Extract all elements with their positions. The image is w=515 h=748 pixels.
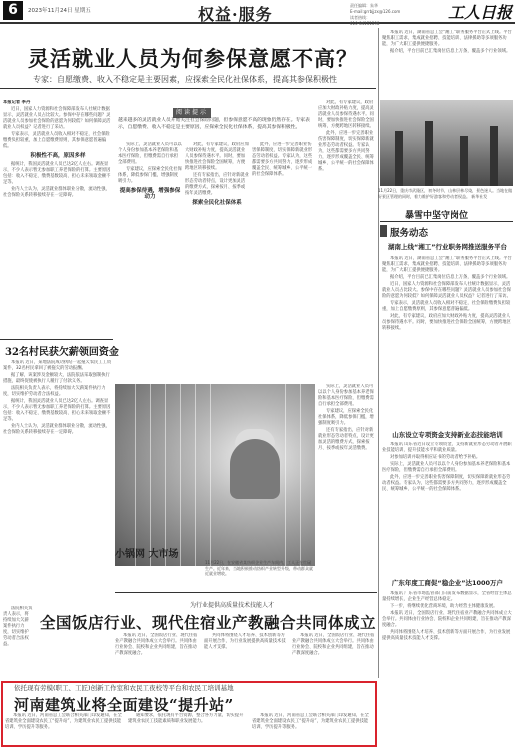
service-item-2-body: 本报讯 山东省近日设立专项资金，支持新就业形态劳动者开展职业技能培训，提升技能水平和就业质量。 对参加培训并取得相应证书的劳动者给予补贴。 实际上，灵活就业人员可以以个人身份参加基本养老保险和基本医疗保险，但缴费需自行承担全部费用。 此外，应进一步完善职业伤害保障制度，切实保障新就业形态劳动者权益。专家认为，这些都需要多方共同努力，逐步形成覆盖全民、统筹城乡、公平统一的社会保障体系。 [382,442,512,492]
issue-date: 2023年11月24日 星期五 [28,8,91,14]
middle-right-column: 实际上，灵活就业人员可以以个人身份参加基本养老保险和基本医疗保险，但缴费需自行承担全部费用。 专家建议，应探索全民化社保体系，降低参保门槛，增强制度吸引力。 还有专家指出，应针对新就业形态劳动者特点，设计更加灵活的缴费方式，探索按月、按季或按年灵活缴费。 [318,384,374,451]
hotel-kicker: 为行业提供高质量技术技能人才 [190,602,275,609]
masthead-logo: 工人日报 [448,3,513,22]
lead-headline: 灵活就业人员为何参保意愿不高？ [28,47,358,71]
page-header [0,0,515,24]
page-number: 6 [3,1,23,20]
snow-photo-title: 暴雪中坚守岗位 [405,211,469,221]
henan-body-3: 本报讯 近日，河南省总工会联合相关部门印发通知，在全省建筑业全面建设农民工“提升站”，为建筑业农民工提供技能培训、学历提升等服务。 [252,713,369,730]
henan-kicker: 依托现有劳模(职工、工匠)创新工作室和农民工夜校等平台和农民工培训基地 [14,684,234,692]
divider [0,339,113,340]
lead-column-5: 对此，有专家建议，政府应加大财政补贴力度，提高灵活就业人员参保待遇水平。同时，要加快推进社会保险全国统筹，方便跨地区转移接续。 此外，应进一步完善职业伤害保障制度，切实保障新就业形态劳动者权益。专家认为，这些都需要多方共同努力，逐步形成覆盖全民、统筹城乡、公平统一的社会保障体系。 [318,100,374,172]
service-section-title: 服务动态 [390,228,429,239]
reading-tip-text: 越来越多的灵活就业人员开始关注社会保险问题，但参保意愿不高的现象仍然存在。专家表示，自愿缴费、收入不稳定是主要原因，应探索全民化社保体系，提高其参保积极性。 [118,118,310,130]
hotel-body-1: 本报讯 近日，全国饭店行业、现代住宿业产教融合共同体成立大会举行。共同体由行业协会、院校和企业共同组建，旨在推动产教深度融合。 [115,633,198,656]
reading-tip-tag: 阅读提示 [173,108,211,118]
service-item-3-body: 本报讯 广东省市场监管部门日前发布数据显示，全省经营主体总量持续增长，企业生产经营总体稳定。 下一步，将继续优化营商环境，助力经营主体健康发展。 本报讯 近日，全国饭店行业、现代住宿业产教融合共同体成立大会举行。共同体由行业协会、院校和企业共同组建，旨在推动产教深度融合。 共同体将围绕人才培养、技术创新等方面开展合作，为行业发展提供高质量技术技能人才支撑。 [382,591,512,641]
service-item-3-title: 广东年度工商促“稳企业”达1000万户 [391,579,504,587]
divider [380,221,513,222]
lead-column-1: 本报记者 李丹 近日，国家人力资源和社会保障部发布人社统计数据显示，灵活就业人员占比较大。参保中存在哪些问题？灵活就业人员参加社会保险的意愿为何较低？如何保障灵活就业人员权益？记者进行了采访。 专家表示，灵活就业人员收入相对不稳定，社会保险缴费负担较重，加上自愿缴费原则，其参保意愿普遍偏低。 积极性不高，原因多样 据统计，我国灵活就业人员已达2亿人左右。调查显示，不少人表示暂无参加职工养老保险的打算。主要原因包括：收入不稳定、缴费基数较高、担心未来领取金额不足等。 业内人士认为，灵活就业群体职业分散，流动性强，社会保险关系转移接续存在一定障碍。 [3,100,111,198]
hotel-body-3: 本报讯 近日，全国饭店行业、现代住宿业产教融合共同体成立大会举行。共同体由行业协会、院校和企业共同组建，旨在推动产教深度融合。 [292,633,375,656]
lead-column-2: 实际上，灵活就业人员可以以个人身份参加基本养老保险和基本医疗保险，但缴费需自行承担全部费用。 专家建议，应探索全民化社保体系，降低参保门槛，增强制度吸引力。 提高参保待遇，增强参保动力 [118,142,182,200]
factory-photo-title: 小锅网 大市场 [115,549,179,560]
factory-photo [115,384,315,566]
divider [378,28,379,678]
divider [0,88,376,89]
service-item-2-title: 山东设立专项资金支持新业态技能培训 [392,431,503,439]
lead-column-4: 此外，应进一步完善职业伤害保障制度，切实保障新就业形态劳动者权益。专家认为，这些都需要多方共同努力，逐步形成覆盖全民、统筹城乡、公平统一的社会保障体系。 [252,142,313,177]
henan-body-2: 通知要求，依托现有平台资源，整合各方力量，切实提升建筑业农民工技能素质和职业发展能力。 [128,713,244,724]
henan-headline: 河南建筑业将全面建设“提升站” [14,696,234,714]
divider [115,592,377,593]
snow-photo [380,100,513,186]
service-item-1-title: 湖南上线“湘工”行业职务网推送服务平台 [387,243,508,251]
hotel-headline: 全国饭店行业、现代住宿业产教融合共同体成立 [40,613,377,632]
hotel-body-2: 共同体将围绕人才培养、技术创新等方面开展合作，为行业发展提供高质量技术技能人才支撑。 [204,633,286,650]
factory-photo-caption: 11月22日，在安徽省某纺织企业生产车间内，工人正在忙碌生产。近年来，当地积极推动纺织产业转型升级，带动群众就近就业增收。 [205,560,313,576]
left-story-body: 本报讯 近日，某地法院成功执结一起拖欠农民工工资案件，32名村民拿回了被拖欠的劳动报酬。 据了解，该案涉及金额较大，法院依法采取强制执行措施，最终促使被执行人履行了付款义务。 法院相关负责人表示，将持续加大欠薪案件执行力度，切实维护劳动者合法权益。 据统计，我国灵活就业人员已达2亿人左右。调查显示，不少人表示暂无参加职工养老保险的打算。主要原因包括：收入不稳定、缴费基数较高、担心未来领取金额不足等。 业内人士认为，灵活就业群体职业分散，流动性强，社会保险关系转移接续存在一定障碍。 [3,360,112,435]
service-tag-marker [380,225,387,237]
right-top-text: 本报讯 近日，湖南省总工会“湘工”职务服务平台正式上线。平台聚焦职工需求，集成就业招聘、技能培训、法律援助等多项服务功能，为广大职工提供便捷服务。 据介绍，平台目前已汇集岗位信息上万条，覆盖多个行业领域。 [382,30,512,54]
section-name: 权益·服务 [198,5,273,24]
left-story-title: 32名村民获欠薪领回资金 [5,347,119,358]
left-story-tail: 法院相关负责人表示，将持续加大欠薪案件执行力度，切实维护劳动者合法权益。 [3,606,33,647]
snow-photo-caption: 11月22日，重庆市武隆区，初冬时节，山林层林尽染，景色迷人。当地在做好景区管理的同时，着力维护好游客和劳动者权益。 新华社发 [378,188,513,199]
lead-subheadline: 专家：自愿缴费、收入不稳定是主要因素，应探索全民化社保体系，提高其参保积极性 [33,75,337,84]
editor-contacts: 责任编辑：朱华 E-mail:grrbjjzx@126.com 读者热线： 010-84151598 [350,3,401,26]
henan-body-1: 本报讯 近日，河南省总工会联合相关部门印发通知，在全省建筑业全面建设农民工“提升站”，为建筑业农民工提供技能培训、学历提升等服务。 [5,713,122,730]
service-item-1-body: 本报讯 近日，湖南省总工会“湘工”职务服务平台正式上线。平台聚焦职工需求，集成就业招聘、技能培训、法律援助等多项服务功能，为广大职工提供便捷服务。 据介绍，平台目前已汇集岗位信息上万条，覆盖多个行业领域。 近日，国家人力资源和社会保障部发布人社统计数据显示，灵活就业人员占比较大。参保中存在哪些问题？灵活就业人员参加社会保险的意愿为何较低？如何保障灵活就业人员权益？记者进行了采访。 专家表示，灵活就业人员收入相对不稳定，社会保险缴费负担较重，加上自愿缴费原则，其参保意愿普遍偏低。 对此，有专家建议，政府应加大财政补贴力度，提高灵活就业人员参保待遇水平。同时，要加快推进社会保险全国统筹，方便跨地区转移接续。 [382,256,512,331]
lead-column-3: 对此，有专家建议，政府应加大财政补贴力度，提高灵活就业人员参保待遇水平。同时，要加快推进社会保险全国统筹，方便跨地区转移接续。 还有专家指出，应针对新就业形态劳动者特点，设计更加灵活的缴费方式，探索按月、按季或按年灵活缴费。 探索全民化社保体系 [185,142,249,206]
